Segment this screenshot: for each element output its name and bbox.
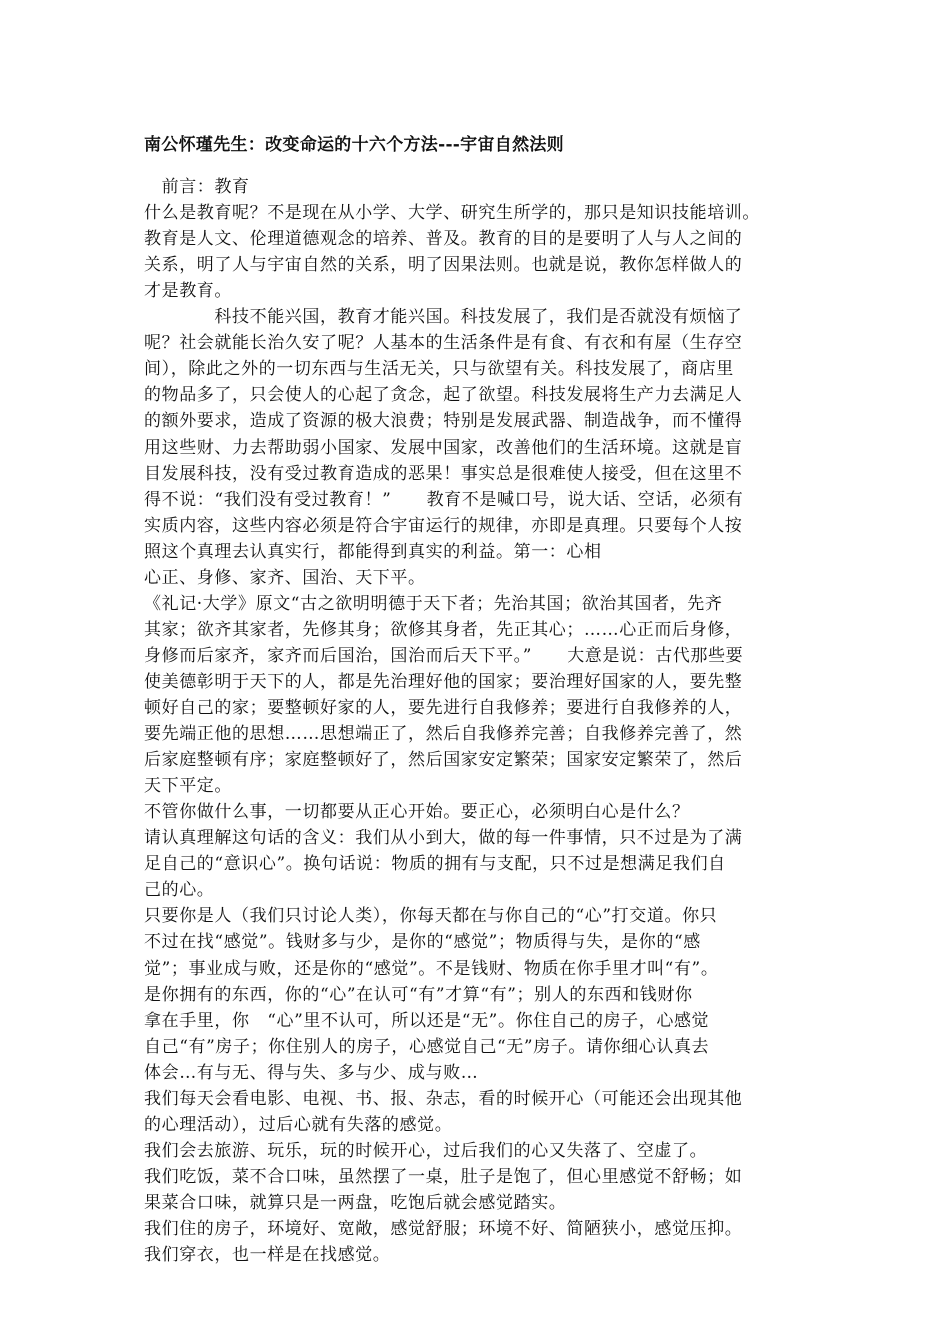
body-line: 我们吃饭，菜不合口味，虽然摆了一桌，肚子是饱了，但心里感觉不舒畅；如 xyxy=(144,1166,743,1187)
body-line: 不过在找“感觉”。钱财多与少，是你的“感觉”；物质得与失，是你的“感 xyxy=(144,932,701,953)
body-line: 的额外要求，造成了资源的极大浪费；特别是发展武器、制造战争，而不懂得 xyxy=(144,411,743,432)
body-line: 什么是教育呢？不是现在从小学、大学、研究生所学的，那只是知识技能培训。 xyxy=(144,203,760,224)
body-line: 我们会去旅游、玩乐，玩的时候开心，过后我们的心又失落了、空虚了。 xyxy=(144,1140,708,1161)
body-line: 身修而后家齐，家齐而后国治，国治而后天下平。” 大意是说：古代那些要 xyxy=(144,645,744,666)
body-line: 其家；欲齐其家者，先修其身；欲修其身者，先正其心；……心正而后身修， xyxy=(144,619,743,640)
body-line: 科技不能兴国，教育才能兴国。科技发展了，我们是否就没有烦恼了 xyxy=(144,307,743,328)
body-line: 得不说：“我们没有受过教育！” 教育不是喊口号，说大话、空话，必须有 xyxy=(144,489,744,510)
body-line: 我们住的房子，环境好、宽敞，感觉舒服；环境不好、简陋狭小，感觉压抑。 xyxy=(144,1219,743,1239)
body-line: 用这些财、力去帮助弱小国家、发展中国家，改善他们的生活环境。这就是盲 xyxy=(144,437,743,458)
body-line: 拿在手里，你 “心”里不认可，所以还是“无”。你住自己的房子，心感觉 xyxy=(144,1010,710,1031)
body-line: 要先端正他的思想……思想端正了，然后自我修养完善；自我修养完善了，然 xyxy=(144,724,743,745)
body-line: 己的心。 xyxy=(144,880,215,901)
body-line: 的物品多了，只会使人的心起了贪念，起了欲望。科技发展将生产力去满足人 xyxy=(144,385,743,406)
body-line: 的心理活动），过后心就有失落的感觉。 xyxy=(144,1114,453,1135)
body-line: 后家庭整顿有序；家庭整顿好了，然后国家安定繁荣；国家安定繁荣了，然后 xyxy=(144,750,743,771)
body-line: 才是教育。 xyxy=(144,281,232,302)
body-line: 心正、身修、家齐、国治、天下平。 xyxy=(144,567,426,588)
body-line: 前言：教育 xyxy=(144,177,250,197)
body-line: 只要你是人（我们只讨论人类），你每天都在与你自己的“心”打交道。你只 xyxy=(144,906,718,927)
body-line: 请认真理解这句话的含义：我们从小到大，做的每一件事情，只不过是为了满 xyxy=(144,828,743,849)
body-line: 天下平定。 xyxy=(144,776,232,797)
body-line: 使美德彰明于天下的人，都是先治理好他的国家；要治理好国家的人，要先整 xyxy=(144,671,743,692)
body-line: 果菜合口味，就算只是一两盘，吃饱后就会感觉踏实。 xyxy=(144,1192,567,1213)
body-line: 体会…有与无、得与失、多与少、成与败… xyxy=(144,1062,479,1083)
body-line: 实质内容，这些内容必须是符合宇宙运行的规律，亦即是真理。只要每个人按 xyxy=(144,515,743,536)
body-line: 我们每天会看电影、电视、书、报、杂志，看的时候开心（可能还会出现其他 xyxy=(144,1088,743,1109)
body-line: 间），除此之外的一切东西与生活无关，只与欲望有关。科技发展了，商店里 xyxy=(144,359,734,380)
body-line: 自己“有”房子；你住别人的房子，心感觉自己“无”房子。请你细心认真去 xyxy=(144,1036,710,1057)
body-line: 顿好自己的家；要整顿好家的人，要先进行自我修养；要进行自我修养的人， xyxy=(144,698,743,718)
body-line: 不管你做什么事，一切都要从正心开始。要正心，必须明白心是什么？ xyxy=(144,802,690,823)
body-line: 足自己的“意识心”。换句话说：物质的拥有与支配，只不过是想满足我们自 xyxy=(144,854,726,875)
body-line: 我们穿衣，也一样是在找感觉。 xyxy=(144,1245,391,1266)
body-line: 呢？社会就能长治久安了呢？人基本的生活条件是有食、有衣和有屋（生存空 xyxy=(144,333,743,354)
body-line: 关系，明了人与宇宙自然的关系，明了因果法则。也就是说，教你怎样做人的 xyxy=(144,255,743,276)
body-line: 觉”；事业成与败，还是你的“感觉”。不是钱财、物质在你手里才叫“有”。 xyxy=(144,958,719,979)
body-line: 目发展科技，没有受过教育造成的恶果！事实总是很难使人接受，但在这里不 xyxy=(144,463,743,484)
document-title: 南公怀瑾先生：改变命运的十六个方法---宇宙自然法则 xyxy=(144,135,564,155)
body-line: 教育是人文、伦理道德观念的培养、普及。教育的目的是要明了人与人之间的 xyxy=(144,229,743,250)
body-line: 照这个真理去认真实行，都能得到真实的利益。第一：心相 xyxy=(144,541,602,562)
body-line: 《礼记·大学》原文“古之欲明明德于天下者；先治其国；欲治其国者，先齐 xyxy=(144,593,723,614)
body-line: 是你拥有的东西，你的“心”在认可“有”才算“有”；别人的东西和钱财你 xyxy=(144,984,693,1005)
